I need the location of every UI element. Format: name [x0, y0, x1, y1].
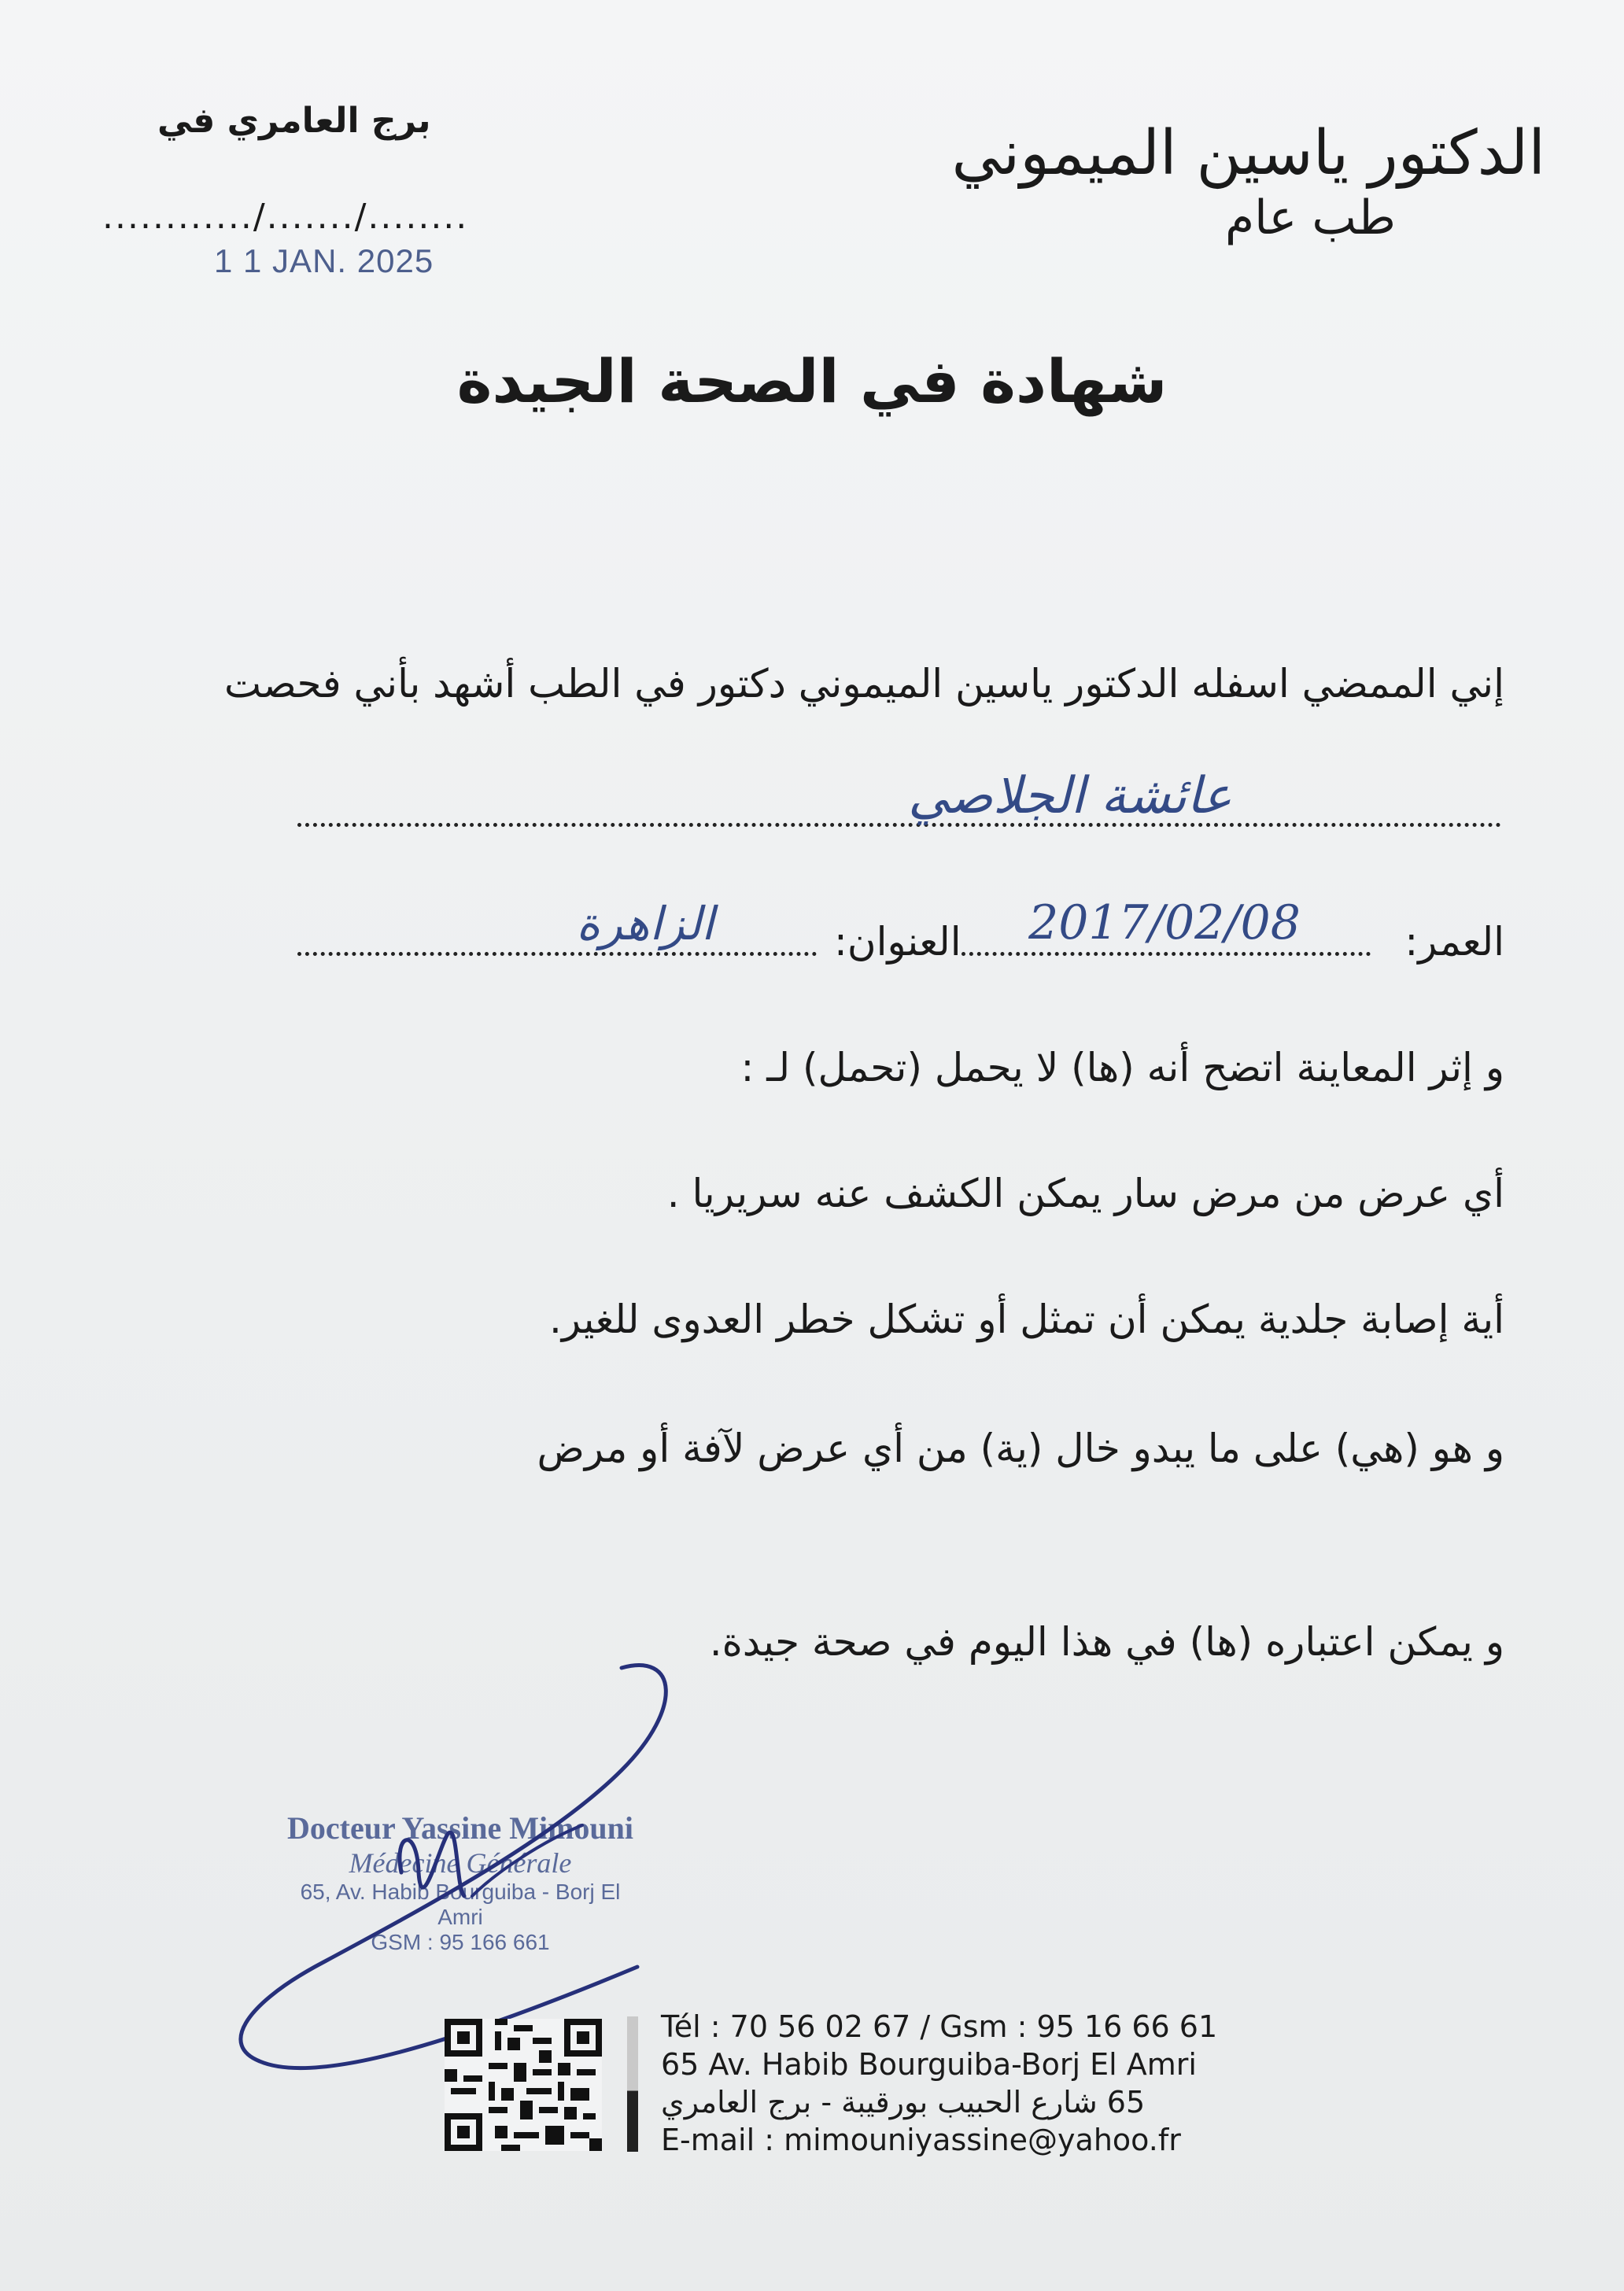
- place-label: برج العامري في: [157, 101, 431, 141]
- date-stamp: 1 1 JAN. 2025: [214, 242, 434, 279]
- item-skin-lesion: أية إصابة جلدية يمكن أن تمثل أو تشكل خطر العدوى للغير.: [549, 1297, 1504, 1342]
- certificate-title: شهادة في الصحة الجيدة: [456, 346, 1168, 416]
- qr-code: [445, 2016, 602, 2153]
- footer-email: E-mail : mimouniyassine@yahoo.fr: [661, 2123, 1181, 2157]
- footer-address-ar: 65 شارع الحبيب بورقيبة - برج العامري: [661, 2085, 1146, 2119]
- address-value-handwritten: الزاهرة: [576, 897, 714, 950]
- stamp-specialty: Médecine Générale: [349, 1847, 572, 1879]
- age-label: العمر:: [1404, 919, 1504, 965]
- footer-phone: Tél : 70 56 02 67 / Gsm : 95 16 66 61: [661, 2009, 1218, 2044]
- item-free-of-disease: و هو (هي) على ما يبدو خال (ية) من أي عرض لآفة أو مرض: [537, 1426, 1504, 1471]
- address-label: العنوان:: [834, 919, 961, 965]
- patient-name-handwritten: عائشة الجلاصي: [908, 767, 1232, 825]
- examination-statement: و إثر المعاينة اتضح أنه (ها) لا يحمل (تحمل) لـ :: [740, 1045, 1504, 1090]
- stamp-gsm: GSM : 95 166 661: [371, 1930, 550, 1954]
- stamp-doctor-name: Docteur Yassine Mimouni: [287, 1810, 633, 1846]
- stamp-address: 65, Av. Habib Bourguiba - Borj El Amri: [300, 1880, 621, 1929]
- item-contagious-disease: أي عرض من مرض سار يمكن الكشف عنه سريريا .: [666, 1171, 1504, 1216]
- age-dotted-line: [961, 952, 1371, 956]
- address-dotted-line: [297, 952, 817, 956]
- age-value-handwritten: 2017/02/08: [1028, 895, 1301, 950]
- date-blank: ............/......./........: [102, 197, 469, 237]
- conclusion-statement: و يمكن اعتباره (ها) في هذا اليوم في صحة جيدة.: [709, 1619, 1504, 1665]
- doctor-name: الدكتور ياسين الميموني: [951, 118, 1545, 189]
- footer-divider-bar: [627, 2016, 638, 2152]
- intro-statement: إني الممضي اسفله الدكتور ياسين الميموني دكتور في الطب أشهد بأني فحصت: [223, 661, 1504, 706]
- footer-address-fr: 65 Av. Habib Bourguiba-Borj El Amri: [661, 2047, 1197, 2082]
- doctor-signature: [212, 1636, 700, 2077]
- footer-contact: [661, 2008, 1227, 2159]
- doctor-specialty: طب عام: [1225, 190, 1396, 245]
